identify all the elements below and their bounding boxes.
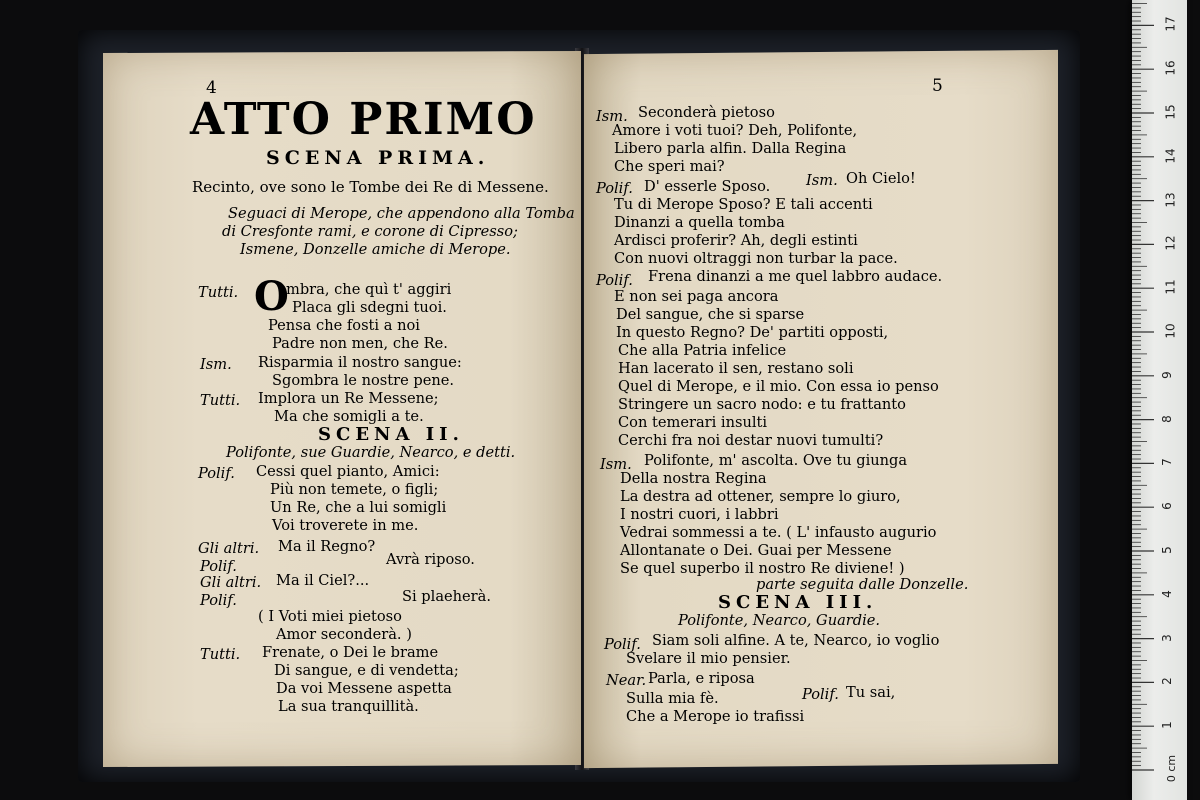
scene-heading: SCENA PRIMA.	[266, 147, 490, 169]
ruler-number: 10	[1163, 323, 1178, 339]
verse-line: Pensa che fosti a noi	[268, 317, 420, 334]
ruler-number: 5	[1159, 546, 1174, 554]
verse-line: ( I Voti miei pietoso	[258, 608, 402, 625]
verse-line: E non sei paga ancora	[614, 288, 779, 305]
verse-line: Un Re, che a lui somigli	[270, 499, 447, 516]
verse-line: Risparmia il nostro sangue:	[258, 354, 462, 371]
ruler-number: 8	[1159, 414, 1174, 423]
scene-heading: SCENA II.	[318, 424, 464, 445]
speaker: Tutti.	[200, 392, 241, 409]
stage-direction: parte seguita dalle Donzelle.	[756, 576, 969, 593]
page-number: 4	[206, 78, 217, 98]
ruler-number: 11	[1163, 279, 1178, 295]
verse-line: Han lacerato il sen, restano soli	[618, 360, 854, 377]
speaker: Polif.	[198, 465, 235, 482]
verse-line: Padre non men, che Re.	[272, 335, 448, 352]
verse-line: Allontanate o Dei. Guai per Messene	[620, 542, 892, 559]
verse-line: La destra ad ottener, sempre lo giuro,	[620, 488, 901, 505]
verse-line: Oh Cielo!	[846, 170, 916, 187]
verse-line: Del sangue, che si sparse	[616, 306, 805, 323]
speaker: Gli altri.	[200, 574, 262, 591]
verse-line: Della nostra Regina	[620, 470, 767, 487]
verse-line: Amor seconderà. )	[276, 626, 412, 643]
verse-line: Ma il Regno?	[278, 538, 376, 555]
verse-line: Polifonte, m' ascolta. Ove tu giunga	[644, 452, 908, 469]
stage-direction: Ismene, Donzelle amiche di Merope.	[240, 241, 511, 258]
ruler-number: 7	[1159, 458, 1174, 467]
verse-line: Sulla mia fè.	[626, 690, 719, 707]
verse-line: Parla, e riposa	[648, 670, 755, 687]
verse-line: Cessi quel pianto, Amici:	[256, 463, 440, 480]
verse-line: Implora un Re Messene;	[258, 390, 439, 407]
ruler-number: 14	[1163, 148, 1178, 164]
ruler-number: 3	[1159, 633, 1174, 642]
stage-direction: Polifonte, sue Guardie, Nearco, e detti.	[226, 444, 516, 461]
verse-line: Se quel superbo il nostro Re diviene! )	[620, 560, 905, 577]
speaker: Polif.	[596, 272, 633, 289]
speaker: Near.	[606, 672, 647, 689]
ruler-number: 15	[1163, 104, 1178, 120]
verse-line: In questo Regno? De' partiti opposti,	[616, 324, 889, 341]
verse-line: Dinanzi a quella tomba	[614, 214, 785, 231]
verse-line: Si plaeherà.	[402, 588, 492, 605]
speaker: Polif.	[200, 592, 237, 609]
verse-line: Ma che somigli a te.	[274, 408, 424, 425]
verse-line: Con nuovi oltraggi non turbar la pace.	[614, 250, 898, 267]
verse-line: Che alla Patria infelice	[618, 342, 787, 359]
verse-line: Libero parla alfin. Dalla Regina	[614, 140, 847, 157]
verse-line: Ardisci proferir? Ah, degli estinti	[614, 232, 858, 249]
ruler-number: 13	[1163, 191, 1178, 208]
verse-line: Quel di Merope, e il mio. Con essa io penso	[618, 378, 939, 395]
verse-line: D' esserle Sposo.	[644, 178, 771, 195]
verse-line: Seconderà pietoso	[638, 104, 775, 121]
verse-line: Che speri mai?	[614, 158, 725, 175]
speaker: Gli altri.	[198, 540, 260, 557]
ruler-unit-label: 0 cm	[1165, 754, 1179, 783]
stage-direction: di Cresfonte rami, e corone di Cipresso;	[222, 223, 518, 240]
verse-line: Amore i voti tuoi? Deh, Polifonte,	[612, 122, 858, 139]
verse-line: Vedrai sommessi a te. ( L' infausto augurio	[620, 524, 937, 541]
verse-line: Frena dinanzi a me quel labbro audace.	[648, 268, 943, 285]
ruler-number: 9	[1159, 370, 1174, 379]
speaker: Ism.	[596, 108, 628, 125]
verse-line: La sua tranquillità.	[278, 698, 419, 715]
verse-line: Tu di Merope Sposo? E tali accenti	[614, 196, 873, 213]
ruler-number: 4	[1159, 589, 1174, 598]
verse-line: Più non temete, o figli;	[270, 481, 439, 498]
drop-cap: O	[254, 273, 289, 320]
speaker: Polif.	[200, 558, 237, 575]
verse-line: Placa gli sdegni tuoi.	[292, 299, 447, 316]
speaker: Polif.	[802, 686, 839, 703]
speaker: Ism.	[600, 456, 632, 473]
ruler-number: 2	[1159, 677, 1174, 686]
speaker: Ism.	[200, 356, 232, 373]
verse-line: Stringere un sacro nodo: e tu frattanto	[618, 396, 906, 413]
speaker: Tutti.	[200, 646, 241, 663]
verse-line: Ma il Ciel?...	[276, 572, 370, 589]
speaker: Polif.	[596, 180, 633, 197]
verse-line: Da voi Messene aspetta	[276, 680, 452, 697]
ruler-number: 17	[1163, 16, 1178, 33]
ruler-number: 12	[1163, 235, 1178, 252]
ruler-number: 16	[1163, 60, 1178, 76]
verse-line: Tu sai,	[846, 684, 896, 701]
speaker: Tutti.	[198, 284, 239, 301]
speaker: Polif.	[604, 636, 641, 653]
verse-line: Svelare il mio pensier.	[626, 650, 791, 667]
stage-direction: Seguaci di Merope, che appendono alla Tomba	[228, 205, 575, 222]
speaker: Ism.	[806, 172, 838, 189]
page-number: 5	[932, 76, 943, 96]
verse-line: Di sangue, e di vendetta;	[274, 662, 459, 679]
verse-line: I nostri cuori, i labbri	[620, 506, 779, 523]
verse-line: mbra, che quì t' aggiri	[286, 281, 452, 298]
ruler-number: 6	[1159, 502, 1174, 511]
verse-line: Con temerari insulti	[618, 414, 768, 431]
verse-line: Avrà riposo.	[386, 551, 475, 568]
verse-line: Cerchi fra noi destar nuovi tumulti?	[618, 432, 884, 449]
verse-line: Che a Merope io trafissi	[626, 708, 805, 725]
stage-direction: Polifonte, Nearco, Guardie.	[678, 612, 881, 629]
ruler-number: 1	[1159, 721, 1174, 730]
verse-line: Siam soli alfine. A te, Nearco, io voglio	[652, 632, 940, 649]
verse-line: Voi troverete in me.	[272, 517, 419, 534]
verse-line: Frenate, o Dei le brame	[262, 644, 439, 661]
verse-line: Sgombra le nostre pene.	[272, 372, 455, 389]
act-title: ATTO PRIMO	[190, 94, 537, 145]
setting-line: Recinto, ove sono le Tombe dei Re di Messene.	[192, 178, 549, 196]
scene-heading: SCENA III.	[718, 592, 878, 613]
